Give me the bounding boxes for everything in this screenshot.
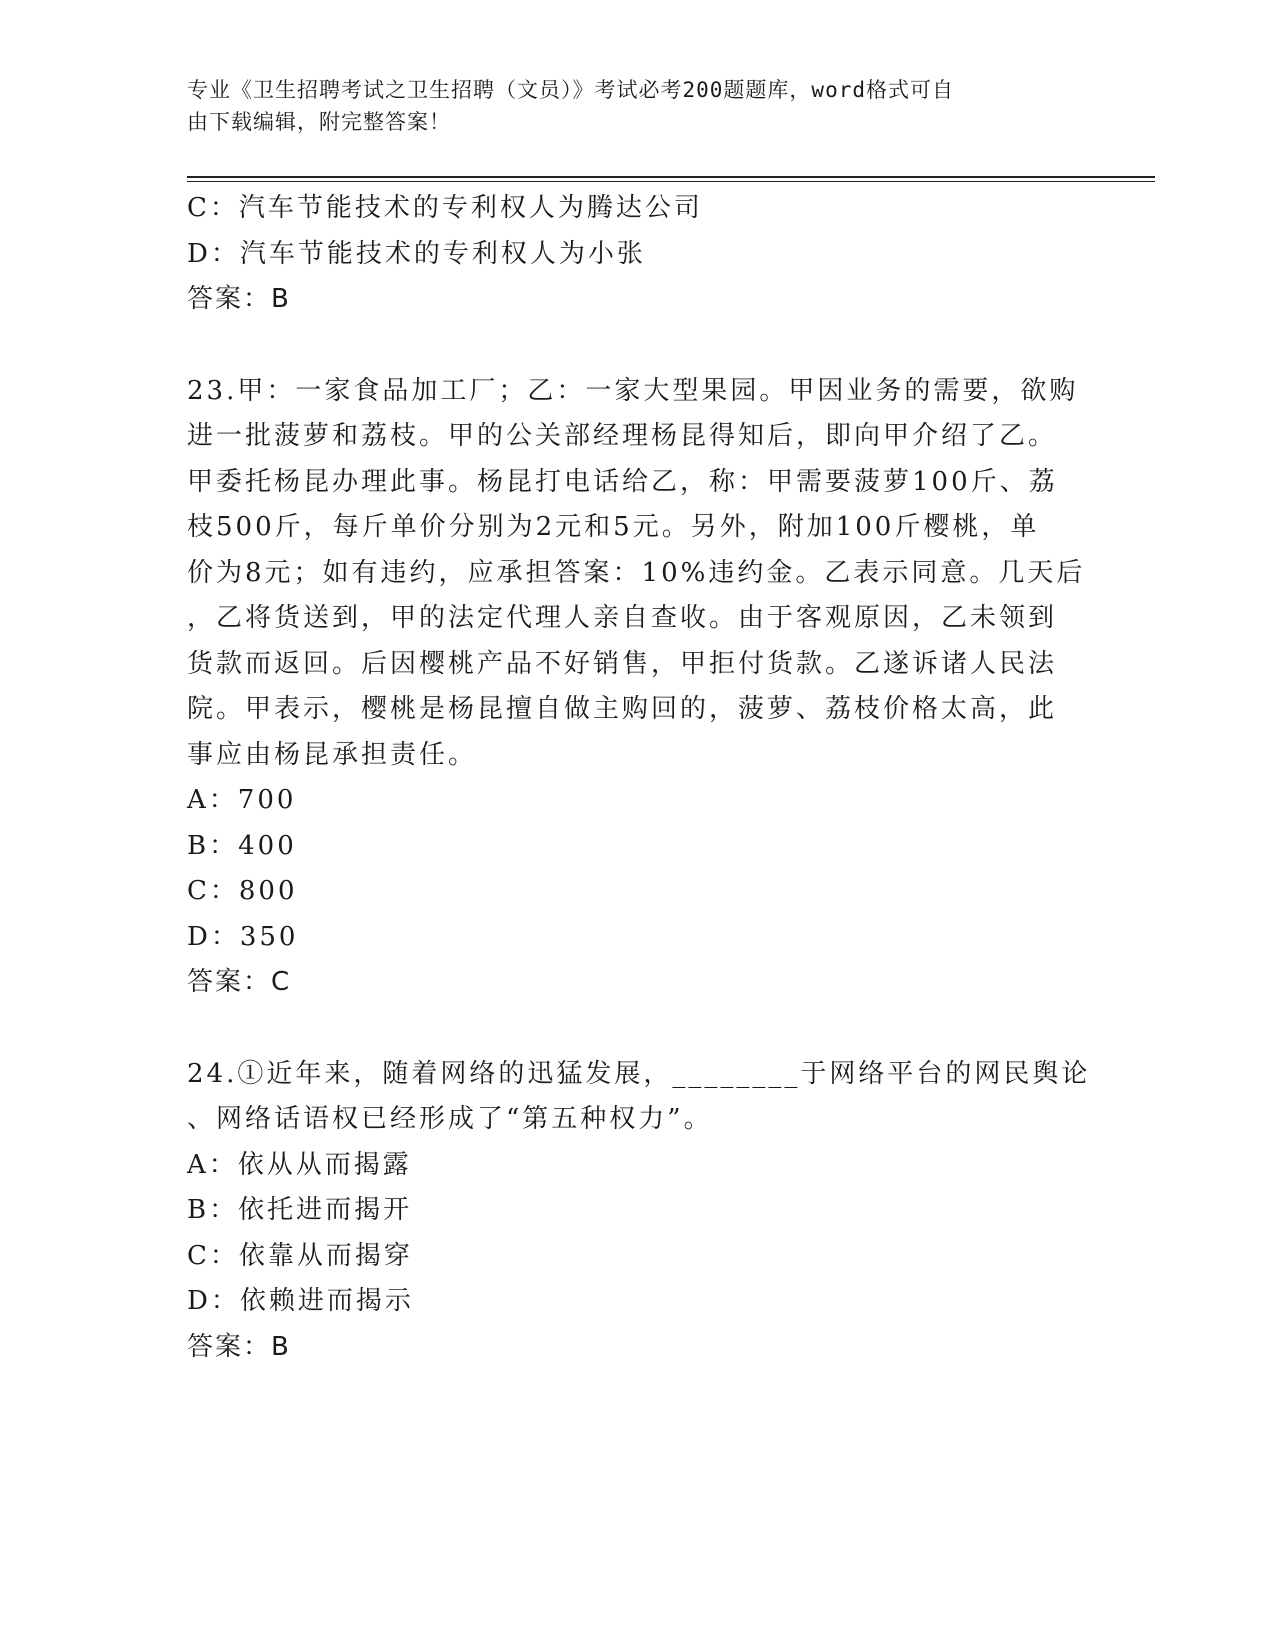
option-a: A：700 (187, 785, 297, 815)
spacer (187, 1006, 1067, 1052)
question-line: 甲委托杨昆办理此事。杨昆打电话给乙，称：甲需要菠萝100斤、荔 (187, 466, 1058, 497)
option-d: D：依赖进而揭示 (187, 1286, 414, 1316)
question-line: 进一批菠萝和荔枝。甲的公关部经理杨昆得知后，即向甲介绍了乙。 (187, 421, 1058, 451)
option-c: C：800 (187, 876, 298, 906)
question-line: ，乙将货送到，甲的法定代理人亲自查收。由于客观原因，乙未领到 (187, 603, 1058, 633)
option-d: D：350 (187, 921, 299, 952)
option-b: B：400 (187, 830, 297, 861)
document-body (187, 186, 1091, 1370)
option-c: C：汽车节能技术的专利权人为腾达公司 (187, 193, 703, 223)
header-rule-thin (187, 181, 1155, 182)
question-24 (187, 1052, 1091, 1371)
document-header (187, 74, 1067, 138)
question-line: 事应由杨昆承担责任。 (187, 739, 478, 770)
question-line: 货款而返回。后因樱桃产品不好销售，甲拒付货款。乙遂诉诸人民法 (187, 648, 1058, 679)
question-line: 24.①近年来，随着网络的迅猛发展，________于网络平台的网民舆论 (187, 1058, 1091, 1089)
question-line: 枝500斤，每斤单价分别为2元和5元。另外，附加100斤樱桃，单 (187, 512, 1040, 542)
answer: 答案：C (187, 967, 292, 997)
answer: 答案：B (187, 1331, 291, 1362)
question-line: 23.甲：一家食品加工厂；乙：一家大型果园。甲因业务的需要，欲购 (187, 375, 1079, 406)
spacer (187, 323, 1067, 369)
header-line-1: 专业《卫生招聘考试之卫生招聘（文员）》考试必考200题题库，word格式可自 (187, 78, 954, 102)
option-c: C：依靠从而揭穿 (187, 1240, 413, 1271)
option-b: B：依托进而揭开 (187, 1195, 413, 1225)
question-line: 院。甲表示，樱桃是杨昆擅自做主购回的，菠萝、荔枝价格太高，此 (187, 694, 1058, 724)
answer: 答案：B (187, 284, 291, 314)
question-line: 、网络话语权已经形成了“第五种权力”。 (187, 1104, 713, 1134)
question-23 (187, 369, 1086, 1006)
header-line-2: 由下载编辑，附完整答案！ (187, 110, 451, 134)
option-a: A：依从从而揭露 (187, 1149, 412, 1180)
question-22-tail (187, 186, 1067, 323)
question-line: 价为8元；如有违约，应承担答案：10%违约金。乙表示同意。几天后 (187, 557, 1086, 588)
header-rule-thick (187, 176, 1155, 178)
option-d: D：汽车节能技术的专利权人为小张 (187, 238, 646, 269)
